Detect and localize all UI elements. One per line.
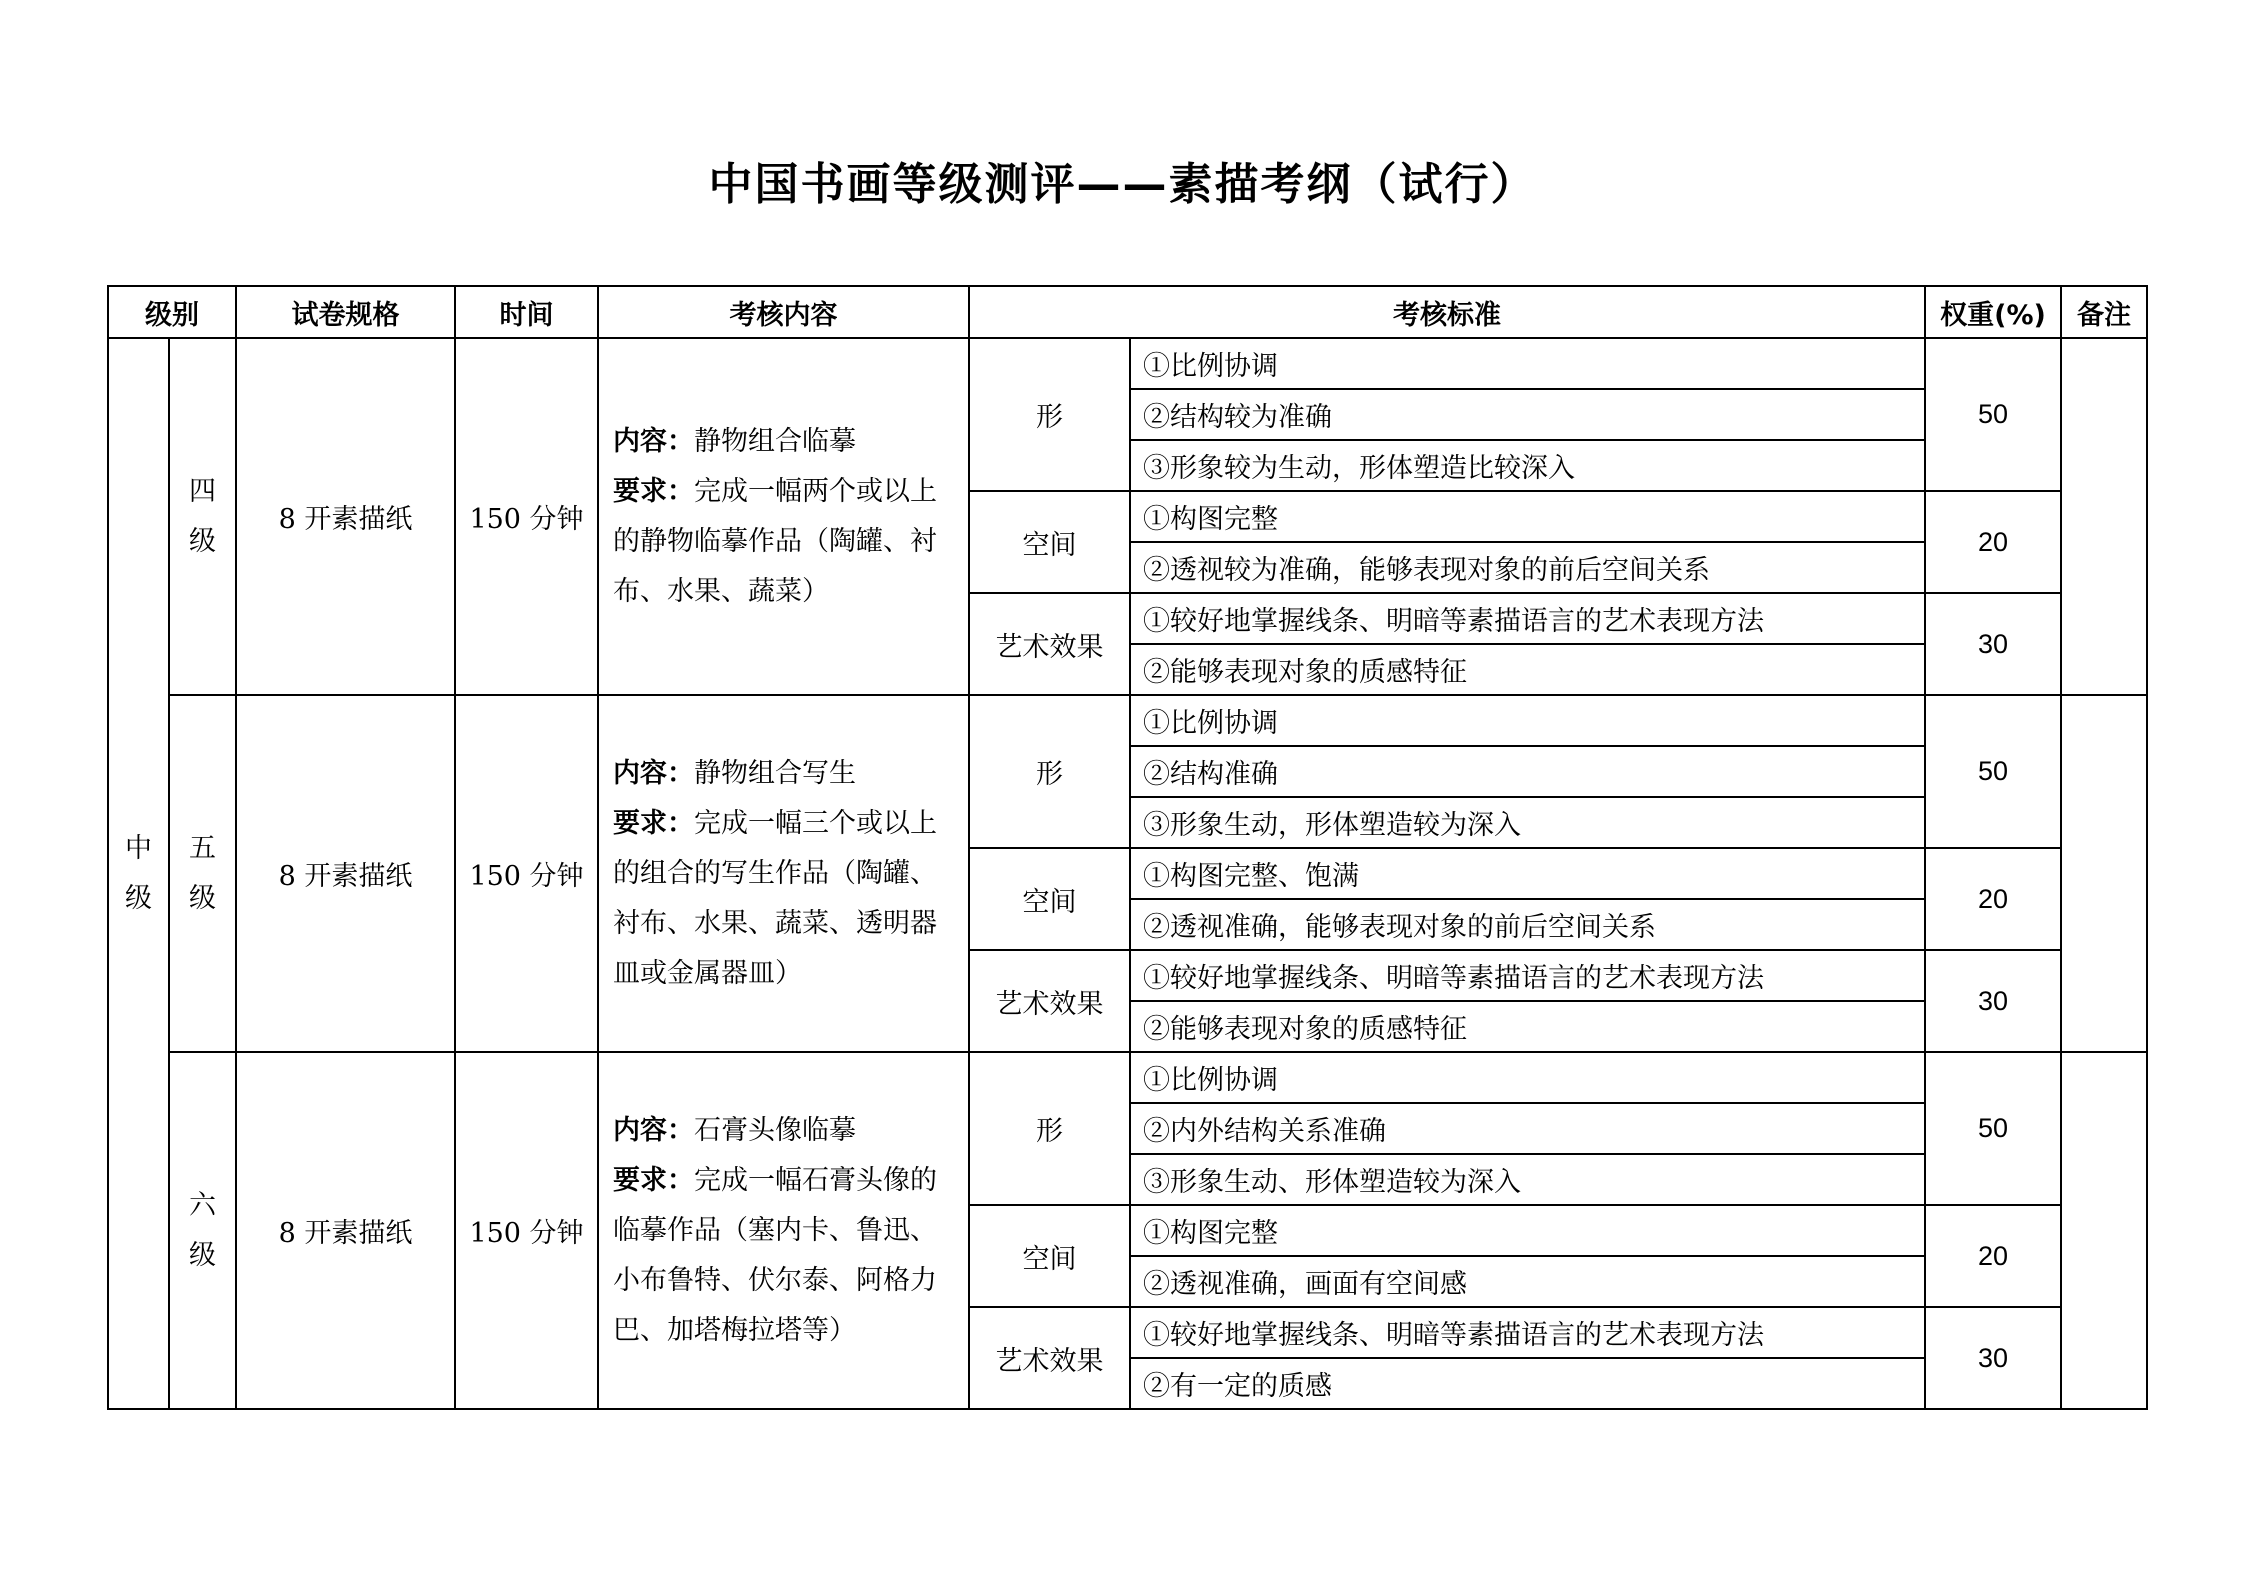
requirement-line [613, 517, 956, 567]
criterion-item: ①较好地掌握线条、明暗等素描语言的艺术表现方法 [1130, 593, 1925, 644]
criterion-name: 艺术效果 [969, 1307, 1130, 1409]
requirement-line [613, 949, 956, 999]
level-cell [169, 695, 236, 1052]
weight-cell: 30 [1925, 950, 2061, 1052]
requirement-line [613, 1306, 956, 1356]
criterion-name: 空间 [969, 848, 1130, 950]
document-title: 中国书画等级测评——素描考纲（试行） [708, 159, 1537, 210]
content-label: 内容： [613, 757, 694, 789]
criterion-item: ②结构较为准确 [1130, 389, 1925, 440]
requirement-text: 小布鲁特、伏尔泰、阿格力 [613, 1264, 937, 1296]
criterion-name: 空间 [969, 491, 1130, 593]
header-content: 考核内容 [598, 286, 969, 338]
requirement-line [613, 849, 956, 899]
header-note: 备注 [2061, 286, 2147, 338]
criterion-item: ①构图完整、饱满 [1130, 848, 1925, 899]
time-cell: 150 分钟 [455, 695, 598, 1052]
requirement-text: 巴、加塔梅拉塔等） [613, 1314, 856, 1346]
requirement-line [613, 567, 956, 617]
requirement-text: 临摹作品（塞内卡、鲁迅、 [613, 1214, 937, 1246]
note-cell [2061, 1052, 2147, 1409]
requirement-label: 要求： [613, 807, 694, 839]
criterion-item: ②透视较为准确，能够表现对象的前后空间关系 [1130, 542, 1925, 593]
criterion-name: 形 [969, 695, 1130, 848]
weight-cell: 20 [1925, 491, 2061, 593]
requirement-line [613, 467, 956, 517]
criterion-item: ②透视准确，能够表现对象的前后空间关系 [1130, 899, 1925, 950]
level-cell [169, 338, 236, 695]
criterion-item: ①构图完整 [1130, 1205, 1925, 1256]
weight-cell: 50 [1925, 695, 2061, 848]
criterion-item: ②透视准确，画面有空间感 [1130, 1256, 1925, 1307]
header-standard: 考核标准 [969, 286, 1925, 338]
table-row [108, 338, 2147, 389]
requirement-line [613, 1256, 956, 1306]
paper-cell: 8 开素描纸 [236, 338, 455, 695]
criterion-name: 形 [969, 1052, 1130, 1205]
requirement-text: 完成一幅两个或以上 [694, 475, 937, 507]
requirement-text: 衬布、水果、蔬菜、透明器 [613, 907, 937, 939]
weight-cell: 20 [1925, 1205, 2061, 1307]
requirement-text: 的组合的写生作品（陶罐、 [613, 857, 937, 889]
weight-cell: 20 [1925, 848, 2061, 950]
paper-cell: 8 开素描纸 [236, 1052, 455, 1409]
header-paper: 试卷规格 [236, 286, 455, 338]
group-cell [108, 338, 169, 1409]
header-row [108, 286, 2147, 338]
criterion-item: ②能够表现对象的质感特征 [1130, 644, 1925, 695]
content-cell [598, 1052, 969, 1409]
paper-cell: 8 开素描纸 [236, 695, 455, 1052]
level-label-char: 级 [189, 1239, 216, 1271]
level-label-char: 级 [189, 525, 216, 557]
level-label-char: 四 [189, 475, 216, 507]
content-cell [598, 695, 969, 1052]
content-label: 内容： [613, 1114, 694, 1146]
time-cell: 150 分钟 [455, 338, 598, 695]
criterion-name: 艺术效果 [969, 950, 1130, 1052]
requirement-text: 完成一幅石膏头像的 [694, 1164, 937, 1196]
criterion-item: ①构图完整 [1130, 491, 1925, 542]
header-weight: 权重(%) [1925, 286, 2061, 338]
criterion-item: ①较好地掌握线条、明暗等素描语言的艺术表现方法 [1130, 1307, 1925, 1358]
requirement-text: 完成一幅三个或以上 [694, 807, 937, 839]
requirement-text: 皿或金属器皿） [613, 957, 802, 989]
criterion-item: ②能够表现对象的质感特征 [1130, 1001, 1925, 1052]
criterion-item: ①较好地掌握线条、明暗等素描语言的艺术表现方法 [1130, 950, 1925, 1001]
criterion-item: ③形象生动、形体塑造较为深入 [1130, 1154, 1925, 1205]
requirement-line [613, 1156, 956, 1206]
note-cell [2061, 338, 2147, 695]
weight-cell: 30 [1925, 593, 2061, 695]
requirement-line [613, 1206, 956, 1256]
content-line [613, 749, 956, 799]
criterion-item: ①比例协调 [1130, 695, 1925, 746]
content-line [613, 417, 956, 467]
content-line [613, 1106, 956, 1156]
requirement-line [613, 899, 956, 949]
content-value: 静物组合写生 [694, 757, 856, 789]
criterion-name: 艺术效果 [969, 593, 1130, 695]
content-value: 静物组合临摹 [694, 425, 856, 457]
header-level: 级别 [108, 286, 236, 338]
criterion-item: ②结构准确 [1130, 746, 1925, 797]
level-label-char: 级 [189, 882, 216, 914]
criterion-item: ③形象生动，形体塑造较为深入 [1130, 797, 1925, 848]
group-label-char: 级 [125, 882, 152, 914]
level-label-char: 六 [189, 1189, 216, 1221]
time-cell: 150 分钟 [455, 1052, 598, 1409]
requirement-line [613, 799, 956, 849]
level-cell [169, 1052, 236, 1409]
content-cell [598, 338, 969, 695]
requirement-text: 的静物临摹作品（陶罐、衬 [613, 525, 937, 557]
header-time: 时间 [455, 286, 598, 338]
criterion-item: ①比例协调 [1130, 1052, 1925, 1103]
criterion-name: 形 [969, 338, 1130, 491]
content-value: 石膏头像临摹 [694, 1114, 856, 1146]
requirement-text: 布、水果、蔬菜） [613, 575, 829, 607]
table-row [108, 695, 2147, 746]
criterion-item: ②有一定的质感 [1130, 1358, 1925, 1409]
level-label-char: 五 [189, 832, 216, 864]
criterion-item: ③形象较为生动，形体塑造比较深入 [1130, 440, 1925, 491]
criterion-name: 空间 [969, 1205, 1130, 1307]
group-label-char: 中 [125, 832, 152, 864]
table-row [108, 1052, 2147, 1103]
requirement-label: 要求： [613, 475, 694, 507]
criterion-item: ①比例协调 [1130, 338, 1925, 389]
weight-cell: 30 [1925, 1307, 2061, 1409]
weight-cell: 50 [1925, 1052, 2061, 1205]
weight-cell: 50 [1925, 338, 2061, 491]
criterion-item: ②内外结构关系准确 [1130, 1103, 1925, 1154]
requirement-label: 要求： [613, 1164, 694, 1196]
exam-outline-table [107, 285, 2148, 1410]
note-cell [2061, 695, 2147, 1052]
content-label: 内容： [613, 425, 694, 457]
